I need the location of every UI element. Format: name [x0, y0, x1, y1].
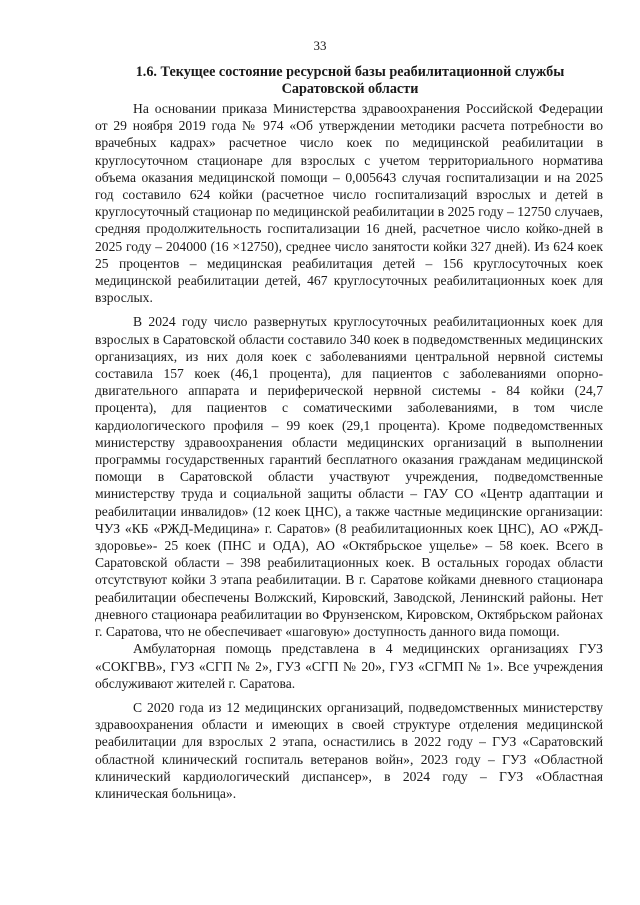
paragraph-bed-calculation: На основании приказа Министерства здравоохранения Российской Федерации от 29 ноября 2019 года № 974 «Об утверждении методики расчета потребности во врачебных кадрах» расчетное число коек по медицинской реабилитации в круглосуточном стационаре для взрослых с учетом территориального норматива объема оказания медицинской помощи – 0,005643 случая госпитализации и на 2025 год составило 624 койки (расчетное число госпитализаций взрослых и детей в круглосуточный стационар по медицинской реабилитации в 2025 году – 12750 случаев, средняя продолжительность госпитализации 16 дней, расчетное число койко-дней в 2025 году – 204000 (16 ×12750), среднее число занятости койки 327 дней). Из 624 коек 25 процентов – медицинская реабилитация детей – 156 круглосуточных коек медицинской реабилитации детей, 467 круглосуточных реабилитационных коек для взрослых.	[95, 101, 603, 306]
paragraph-bed-deployment-2024: В 2024 году число развернутых круглосуточных реабилитационных коек для взрослых в Саратовской области составило 340 коек в подведомственных медицинских организациях, из них доля коек с заболеваниями центральной нервной системы составила 157 коек (46,1 процента), для пациентов с заболеваниями опорно-двигательного аппарата и периферической нервной системы - 84 койки (24,7 процента), для пациентов с соматическими заболеваниями, в том числе кардиологического профиля – 99 коек (29,1 процента). Кроме подведомственных министерству здравоохранения области медицинских организаций в выполнении программы государственных гарантий бесплатного оказания гражданам медицинской помощи в Саратовской области участвуют учреждения, подведомственные министерству труда и социальной защиты области – ГАУ СО «Центр адаптации и реабилитации инвалидов» (12 коек ЦНС), а также частные медицинские организации: ЧУЗ «КБ «РЖД-Медицина» г. Саратов» (8 реабилитационных коек ЦНС), АО «РЖД-здоровье»- 25 коек (ПНС и ОДА), АО «Октябрьское ущелье» – 58 коек. Всего в Саратовской области – 398 реабилитационных коек. В остальных городах области отсутствуют койки 3 этапа реабилитации. В г. Саратове койками дневного стационара реабилитации обеспечены Волжский, Кировский, Заводской, Ленинский районы. Нет дневного стационара реабилитации во Фрунзенском, Кировском, Октябрьском районах г. Саратова, что не обеспечивает «шаговую» доступность данного вида помощи.	[95, 314, 603, 640]
paragraph-outpatient-care: Амбулаторная помощь представлена в 4 медицинских организациях ГУЗ «СОКГВВ», ГУЗ «СГП № 2», ГУЗ «СГП № 20», ГУЗ «СГМП № 1». Все учреждения обслуживают жителей г. Саратова.	[95, 641, 603, 691]
section-heading: 1.6. Текущее состояние ресурсной базы реабилитационной службы Саратовской области	[135, 64, 565, 97]
paragraph-equipment-since-2020: С 2020 года из 12 медицинских организаций, подведомственных министерству здравоохранения области и имеющих в своей структуре отделения медицинской реабилитации для взрослых 2 этапа, оснастились в 2022 году – ГУЗ «Саратовский областной клинический госпиталь ветеранов войн», 2023 году – ГУЗ «Областной клинический кардиологический диспансер», в 2024 году – ГУЗ «Областная клиническая больница».	[95, 699, 603, 801]
page-number: 33	[313, 38, 327, 53]
section-body	[95, 100, 603, 809]
